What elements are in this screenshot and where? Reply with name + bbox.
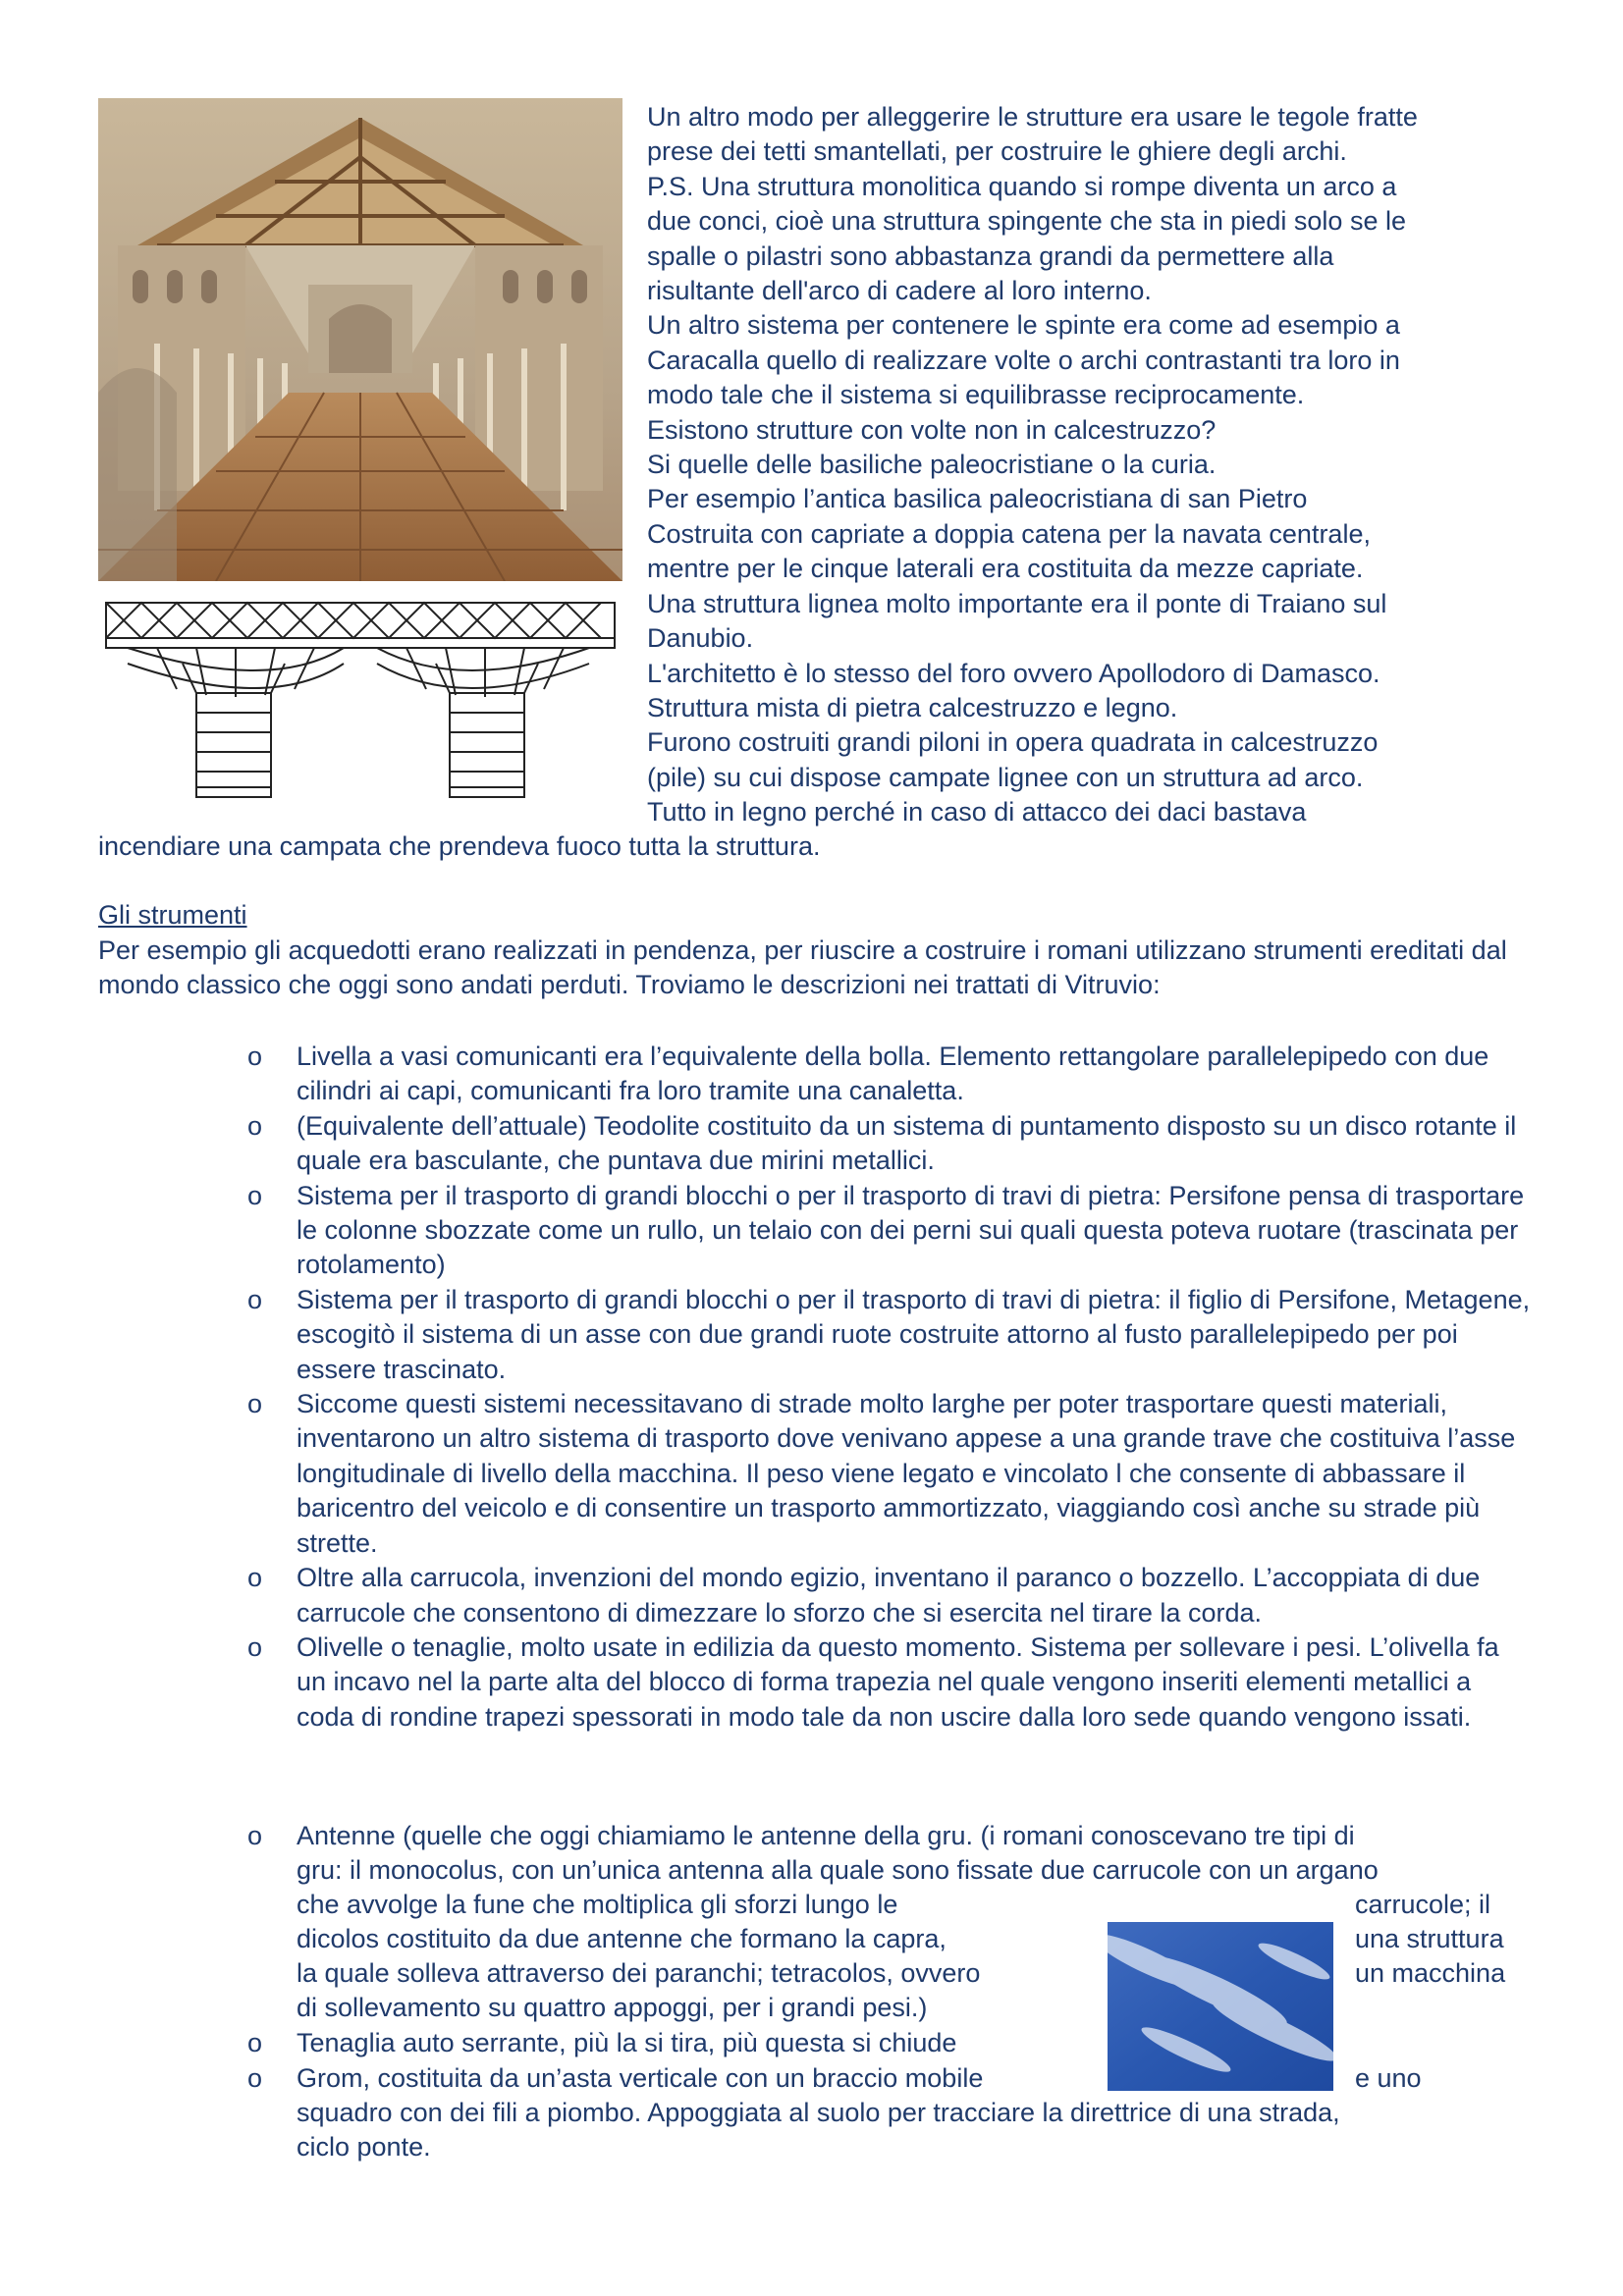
list-item (0, 1387, 1623, 1561)
intro-line: modo tale che il sistema si equilibrasse reciprocamente. (647, 380, 1305, 410)
list-item-text: (Equivalente dell’attuale) Teodolite costituito da un sistema di puntamento disposto su un disco rotante il quale era basculante, che puntava due mirini metallici. (297, 1110, 1517, 1176)
intro-line: Esistono strutture con volte non in calcestruzzo? (647, 414, 1217, 445)
intro-line: Furono costruiti grandi piloni in opera quadrata in calcestruzzo (647, 727, 1379, 758)
intro-line: Un altro modo per alleggerire le strutture era usare le tegole fratte (647, 102, 1418, 132)
list-item-text: Olivelle o tenaglie, molto usate in edilizia da questo momento. Sistema per sollevare i pesi. L’olivella fa un incavo nel la parte alta del blocco di forma trapezia nel quale vengono inseriti elementi metallici a coda di rondine trapezi spessorati in modo tale da non uscire dalla loro sede quando vengono issati. (297, 1631, 1499, 1732)
list-item (0, 1040, 1623, 1109)
list-item (0, 1109, 1623, 1179)
antenne-line: gru: il monocolus, con un’unica antenna alla quale sono fissate due carrucole con un argano (297, 1855, 1379, 1885)
trajan-bridge-drawing (98, 595, 622, 803)
bullet: o (247, 1041, 263, 1071)
bullet: o (247, 1110, 263, 1141)
intro-line: (pile) su cui dispose campate lignee con un struttura ad arco. (647, 762, 1364, 792)
list-item-text: Sistema per il trasporto di grandi blocchi o per il trasporto di travi di pietra: Persifone pensa di trasportare le colonne sbozzate come un rullo, un telaio con dei perni sui quali questa poteva ruotare (trascinata per rotolamento) (297, 1180, 1525, 1280)
intro-line: risultante dell'arco di cadere al loro interno. (647, 276, 1152, 306)
list-item (0, 1561, 1623, 1630)
section-intro: Per esempio gli acquedotti erano realizzati in pendenza, per riuscire a costruire i romani utilizzano strumenti ereditati dal mondo classico che oggi sono andati perduti. Troviamo le descrizioni nei trattati di Vitruvio: (98, 935, 1507, 1000)
antenne-line: dicolos costituito da due antenne che formano la capra, (297, 1924, 947, 1953)
antenne-line: un macchina (1355, 1958, 1506, 1988)
intro-line: Un altro sistema per contenere le spinte era come ad esempio a (647, 310, 1400, 341)
bullet: o (247, 1631, 263, 1662)
tools-list (0, 1040, 1623, 1735)
antenne-line: una struttura (1355, 1924, 1504, 1953)
intro-line: Una struttura lignea molto importante era il ponte di Traiano sul (647, 588, 1387, 618)
antenne-line: Antenne (quelle che oggi chiamiamo le antenne della gru. (i romani conoscevano tre tipi di (297, 1821, 1355, 1850)
intro-line: Si quelle delle basiliche paleocristiane o la curia. (647, 450, 1217, 480)
bullet: o (247, 1284, 263, 1314)
bullet: o (247, 1180, 263, 1210)
bullet: o (247, 2063, 263, 2093)
intro-line: Tutto in legno perché in caso di attacco dei daci bastava (647, 797, 1307, 828)
intro-line: prese dei tetti smantellati, per costruire le ghiere degli archi. (647, 136, 1347, 167)
intro-line: Caracalla quello di realizzare volte o archi contrastanti tra loro in (647, 345, 1400, 375)
list-item-text: Livella a vasi comunicanti era l’equivalente della bolla. Elemento rettangolare parallelepipedo con due cilindri ai capi, comunicanti fra loro tramite una canaletta. (297, 1041, 1489, 1106)
section-title: Gli strumenti (98, 900, 247, 930)
antenne-line: la quale solleva attraverso dei paranchi; tetracolos, ovvero (297, 1958, 981, 1988)
intro-line: Per esempio l’antica basilica paleocristiana di san Pietro (647, 484, 1308, 514)
grom-line: Grom, costituita da un’asta verticale con un braccio mobile (297, 2063, 984, 2093)
intro-line: due conci, cioè una struttura spingente che sta in piedi solo se le (647, 206, 1406, 237)
antenne-line: che avvolge la fune che moltiplica gli sforzi lungo le (297, 1890, 898, 1919)
intro-line: P.S. Una struttura monolitica quando si rompe diventa un arco a (647, 171, 1397, 201)
grom-line: ciclo ponte. (297, 2132, 431, 2162)
list-item (0, 1630, 1623, 1735)
intro-line: L'architetto è lo stesso del foro ovvero Apollodoro di Damasco. (647, 658, 1380, 688)
antenne-line: di sollevamento su quattro appoggi, per i grandi pesi.) (297, 1993, 928, 2022)
list-item-text: Tenaglia auto serrante, più la si tira, più questa si chiude (297, 2028, 957, 2057)
intro-paragraph (647, 100, 1531, 830)
bullet: o (247, 1389, 263, 1419)
sky-photo-image (1108, 1922, 1333, 2091)
intro-line: Danubio. (647, 623, 754, 654)
grom-line: squadro con dei fili a piombo. Appoggiata al suolo per tracciare la direttrice di una strada, (297, 2098, 1340, 2127)
intro-line: spalle o pilastri sono abbastanza grandi da permettere alla (647, 240, 1334, 271)
intro-last-line: incendiare una campata che prendeva fuoco tutta la struttura. (98, 831, 821, 861)
list-item (0, 1179, 1623, 1283)
bullet: o (247, 1563, 263, 1593)
antenne-line: carrucole; il (1355, 1890, 1491, 1919)
basilica-painting-image (98, 98, 622, 581)
bullet: o (247, 1821, 263, 1850)
list-item-text: Sistema per il trasporto di grandi blocchi o per il trasporto di travi di pietra: il figlio di Persifone, Metagene, escogitò il sistema di un asse con due grandi ruote costruite attorno al fusto parallelepipedo per poi essere trascinato. (297, 1284, 1531, 1384)
intro-line: Struttura mista di pietra calcestruzzo e legno. (647, 692, 1178, 722)
list-item-text: Siccome questi sistemi necessitavano di strade molto larghe per poter trasportare questi materiali, inventarono un altro sistema di trasporto dove venivano appese a una grande trave che costituiva l’asse longitudinale di livello della macchina. Il peso viene legato e vincolato l che consente di abbassare il baricentro del veicolo e di consentire un trasporto ammortizzato, viaggiando così anche su strade più strette. (297, 1389, 1516, 1558)
list-item (0, 1283, 1623, 1387)
intro-line: Costruita con capriate a doppia catena per la navata centrale, (647, 518, 1371, 549)
intro-line: mentre per le cinque laterali era costituita da mezze capriate. (647, 554, 1364, 584)
bullet: o (247, 2028, 263, 2057)
list-item-text: Oltre alla carrucola, invenzioni del mondo egizio, inventano il paranco o bozzello. L’accoppiata di due carrucole che consentono di dimezzare lo sforzo che si esercita nel tirare la corda. (297, 1563, 1481, 1628)
grom-line: e uno (1355, 2063, 1422, 2093)
